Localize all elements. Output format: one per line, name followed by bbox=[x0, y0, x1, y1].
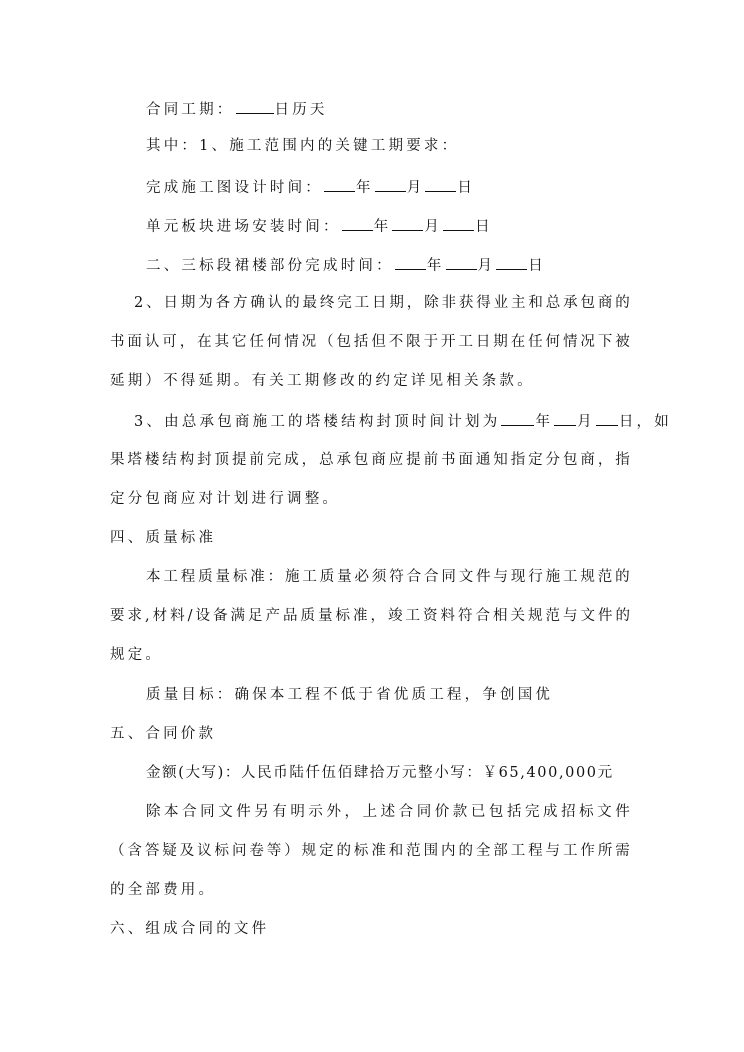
quality-target: 质量目标：确保本工程不低于省优质工程，争创国优 bbox=[146, 687, 554, 703]
para3-line2: 果 塔 楼 结 构 封 顶 提 前 完 成 ， 总 承 包 商 应 提 前 书 面 通 知 指 定 分 包 商 ， 指 bbox=[110, 452, 630, 468]
month-blank bbox=[392, 215, 423, 231]
price-inclusion-line1: 除 本 合 同 文 件 另 有 明 示 外 ， 上 述 合 同 价 款 已 包 括 完 成 招 标 文 件 bbox=[146, 804, 630, 820]
para2-line2: 书 面 认 可 ， 在 其 它 任 何 情 况 （ 包 括 但 不 限 于 开 工 日 期 在 任 何 情 况 下 被 bbox=[110, 334, 630, 350]
key-milestones-intro: 其中：1、施工范围内的关键工期要求： bbox=[146, 138, 460, 154]
contract-amount: 金额(大写)：人民币陆仟伍佰肆拾万元整小写：￥65,400,000元 bbox=[146, 765, 614, 781]
month-label: 月 bbox=[406, 180, 425, 196]
podium-completion-line bbox=[146, 254, 546, 276]
price-inclusion-line3: 的全部费用。 bbox=[110, 882, 217, 898]
month-label: 月 bbox=[424, 219, 443, 235]
month-label: 月 bbox=[577, 414, 595, 430]
quality-standard-line2: 要 求 , 材 料 / 设 备 满 足 产 品 质 量 标 准 ， 竣 工 资 料 符 合 相 关 规 范 与 文 件 的 bbox=[110, 608, 630, 624]
year-blank bbox=[395, 254, 426, 270]
day-label: 日 bbox=[457, 180, 476, 196]
price-inclusion-line2: （ 含 答 疑 及 议 标 问 卷 等 ） 规 定 的 标 准 和 范 围 内 的 全 部 工 程 与 工 作 所 需 bbox=[110, 843, 630, 859]
para2-line3: 延期）不得延期。有关工期修改的约定详见相关条款。 bbox=[110, 373, 535, 389]
topping-out-tail: ，如 bbox=[636, 414, 672, 430]
section-heading-contract-price: 五、合同价款 bbox=[110, 726, 217, 742]
year-label: 年 bbox=[373, 219, 392, 235]
unit-panel-installation-line bbox=[146, 215, 493, 237]
year-label: 年 bbox=[535, 414, 554, 430]
day-label: 日 bbox=[475, 219, 493, 235]
month-label: 月 bbox=[477, 258, 496, 274]
day-blank bbox=[443, 215, 474, 231]
design-completion-label: 完成施工图设计时间： bbox=[146, 180, 323, 196]
calendar-days-label: 日历天 bbox=[274, 102, 328, 118]
year-blank bbox=[501, 410, 534, 426]
day-blank bbox=[596, 410, 618, 426]
podium-completion-label: 二、三标段裙楼部份完成时间： bbox=[146, 258, 394, 274]
topping-out-label: 3、由总承包商施工的塔楼结构封顶时间计划为 bbox=[134, 414, 501, 430]
month-blank bbox=[554, 410, 576, 426]
day-label: 日 bbox=[618, 414, 637, 430]
quality-standard-line1: 本 工 程 质 量 标 准 ： 施 工 质 量 必 须 符 合 合 同 文 件 与 现 行 施 工 规 范 的 bbox=[146, 569, 630, 585]
contract-duration-label: 合同工期： bbox=[146, 102, 235, 118]
section-heading-contract-documents: 六、组成合同的文件 bbox=[110, 921, 270, 937]
month-blank bbox=[446, 254, 477, 270]
year-label: 年 bbox=[426, 258, 445, 274]
days-blank bbox=[236, 98, 274, 114]
contract-duration-line bbox=[146, 98, 328, 120]
year-blank bbox=[324, 176, 355, 192]
quality-standard-line3: 规定。 bbox=[110, 647, 164, 663]
para2-line1: 2 、 日 期 为 各 方 确 认 的 最 终 完 工 日 期 ， 除 非 获 得 业 主 和 总 承 包 商 的 bbox=[134, 295, 630, 311]
para3-line1 bbox=[134, 410, 672, 432]
day-blank bbox=[496, 254, 527, 270]
year-label: 年 bbox=[356, 180, 374, 196]
section-heading-quality: 四、质量标准 bbox=[110, 530, 217, 546]
day-blank bbox=[425, 176, 456, 192]
para3-line3: 定分包商应对计划进行调整。 bbox=[110, 491, 341, 507]
design-completion-line bbox=[146, 176, 475, 198]
unit-panel-installation-label: 单元板块进场安装时间： bbox=[146, 219, 341, 235]
year-blank bbox=[342, 215, 373, 231]
month-blank bbox=[375, 176, 406, 192]
day-label: 日 bbox=[528, 258, 546, 274]
